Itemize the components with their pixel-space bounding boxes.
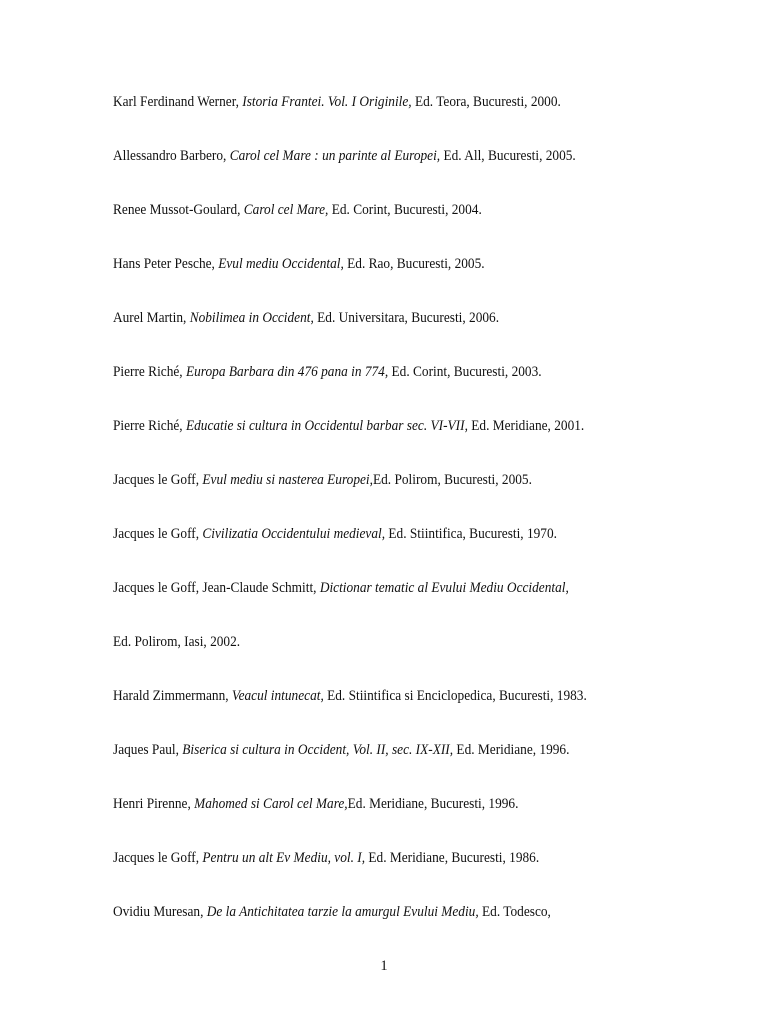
entry-author: Ovidiu Muresan,: [113, 904, 207, 920]
entry-title: Istoria Frantei. Vol. I Originile,: [242, 94, 412, 110]
entry-publisher: Ed. Meridiane, 2001.: [467, 418, 585, 434]
entry-publisher: Ed. Rao, Bucuresti, 2005.: [343, 256, 485, 272]
entry-title: Dictionar tematic al Evului Mediu Occidental,: [319, 580, 569, 596]
bibliography-entry: [113, 468, 665, 522]
entry-publisher: Ed. Meridiane, 1996.: [453, 742, 570, 758]
entry-author: Jacques le Goff,: [113, 526, 203, 542]
entry-title: Pentru un alt Ev Mediu, vol. I,: [202, 850, 366, 866]
bibliography-entry: [113, 144, 665, 198]
entry-publisher: Ed. Teora, Bucuresti, 2000.: [411, 94, 561, 110]
bibliography-entry: [113, 846, 665, 900]
entry-title: Biserica si cultura in Occident, Vol. II, sec. IX-XII,: [182, 742, 454, 758]
entry-publisher: Ed. All, Bucuresti, 2005.: [440, 148, 576, 164]
entry-author: Aurel Martin,: [113, 310, 190, 326]
entry-author: Harald Zimmermann,: [113, 688, 232, 704]
entry-author: Jacques le Goff,: [113, 850, 203, 866]
entry-author: Jacques le Goff,: [113, 472, 203, 488]
entry-title: Nobilimea in Occident,: [189, 310, 314, 326]
entry-title: Mahomed si Carol cel Mare,: [194, 796, 348, 812]
entry-publisher: Ed. Stiintifica, Bucuresti, 1970.: [385, 526, 557, 542]
entry-publisher: Ed. Meridiane, Bucuresti, 1996.: [347, 796, 519, 812]
bibliography-entry: [113, 576, 665, 630]
entry-author: Henri Pirenne,: [113, 796, 195, 812]
entry-title: De la Antichitatea tarzie la amurgul Evului Mediu,: [206, 904, 479, 920]
entry-title: Veacul intunecat,: [231, 688, 324, 704]
entry-publisher: Ed. Corint, Bucuresti, 2004.: [328, 202, 482, 218]
entry-author: Karl Ferdinand Werner,: [113, 94, 243, 110]
entry-publisher: Ed. Todesco,: [478, 904, 551, 920]
bibliography-entry: [113, 792, 665, 846]
page-number: 1: [380, 958, 388, 974]
entry-title: Carol cel Mare : un parinte al Europei,: [229, 148, 441, 164]
entry-publisher: Ed. Universitara, Bucuresti, 2006.: [313, 310, 500, 326]
entry-title: Evul mediu Occidental,: [218, 256, 344, 272]
bibliography-entry: [113, 738, 665, 792]
entry-publisher: Ed. Meridiane, Bucuresti, 1986.: [365, 850, 540, 866]
entry-publisher: Ed. Polirom, Bucuresti, 2005.: [372, 472, 532, 488]
entry-publisher: Ed. Corint, Bucuresti, 2003.: [388, 364, 542, 380]
entry-author: Ed. Polirom, Iasi, 2002.: [113, 634, 241, 650]
bibliography-entry: [113, 306, 665, 360]
bibliography-entry: [113, 90, 665, 144]
bibliography-entry: [113, 522, 665, 576]
bibliography-entry: [113, 684, 665, 738]
bibliography-entry: [113, 252, 665, 306]
entry-author: Allessandro Barbero,: [113, 148, 230, 164]
bibliography-list: [113, 90, 713, 954]
entry-publisher: Ed. Stiintifica si Enciclopedica, Bucuresti, 1983.: [323, 688, 587, 704]
entry-title: Evul mediu si nasterea Europei,: [202, 472, 373, 488]
entry-author: Jaques Paul,: [113, 742, 183, 758]
bibliography-entry: [113, 900, 665, 954]
entry-author: Pierre Riché,: [113, 364, 186, 380]
bibliography-entry: [113, 198, 665, 252]
entry-author: Jacques le Goff, Jean-Claude Schmitt,: [113, 580, 320, 596]
bibliography-entry-continuation: [113, 630, 665, 684]
bibliography-entry: [113, 360, 665, 414]
bibliography-entry: [113, 414, 665, 468]
entry-title: Europa Barbara din 476 pana in 774,: [185, 364, 389, 380]
entry-author: Renee Mussot-Goulard,: [113, 202, 244, 218]
entry-title: Carol cel Mare,: [243, 202, 329, 218]
entry-title: Educatie si cultura in Occidentul barbar sec. VI-VII,: [185, 418, 468, 434]
entry-author: Pierre Riché,: [113, 418, 186, 434]
entry-author: Hans Peter Pesche,: [113, 256, 219, 272]
entry-title: Civilizatia Occidentului medieval,: [202, 526, 386, 542]
